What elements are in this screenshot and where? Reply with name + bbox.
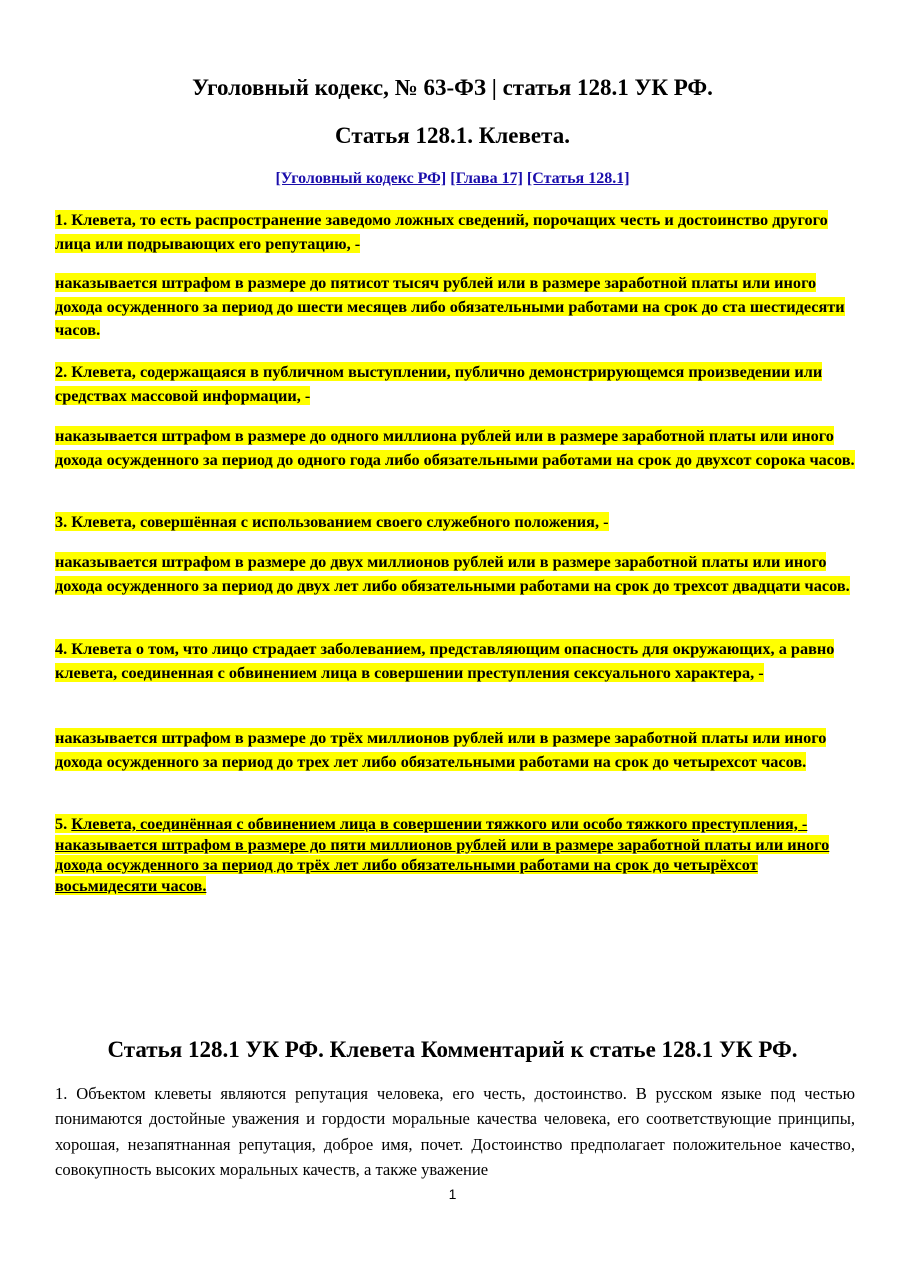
breadcrumb bbox=[0, 168, 905, 190]
article-heading: Статья 128.1. Клевета. bbox=[335, 123, 570, 148]
link-article[interactable]: [Статья 128.1] bbox=[526, 170, 630, 187]
article-part-2 bbox=[55, 360, 855, 407]
article-part-1 bbox=[55, 208, 855, 255]
article-part-5-text: Клевета, соединённая с обвинением лица в совершении тяжкого или особо тяжкого преступления, - bbox=[71, 814, 808, 833]
article-part-5-number: 5. bbox=[55, 814, 68, 833]
link-criminal-code[interactable]: [Уголовный кодекс РФ] bbox=[275, 170, 447, 187]
article-part-4-penalty bbox=[55, 726, 855, 773]
article-part-4-penalty-text: наказывается штрафом в размере до трёх миллионов рублей или в размере заработной платы или иного дохода осужденного за период до трех лет либо обязательными работами на срок до четырехсот часов. bbox=[55, 728, 827, 771]
commentary-title: Статья 128.1 УК РФ. Клевета Комментарий к статье 128.1 УК РФ. bbox=[107, 1037, 798, 1062]
commentary-text: 1. Объектом клеветы являются репутация человека, его честь, достоинство. В русском языке под честью понимаются достойные уважения и гордости моральные качества человека, его соответствующие принципы, хорошая, незапятнанная репутация, доброе имя, почет. Достоинство предполагает положительное качество, совокупность высоких моральных качеств, а также уважение bbox=[55, 1084, 855, 1179]
article-part-3 bbox=[55, 510, 855, 534]
article-part-1-text: 1. Клевета, то есть распространение заведомо ложных сведений, порочащих честь и достоинство другого лица или подрывающих его репутацию, - bbox=[55, 210, 828, 253]
article-part-3-text: 3. Клевета, совершённая с использованием своего служебного положения, - bbox=[55, 512, 609, 531]
document-title: Уголовный кодекс, № 63-ФЗ | статья 128.1 УК РФ. bbox=[192, 75, 713, 100]
page-number: 1 bbox=[448, 1186, 457, 1202]
article-part-2-text: 2. Клевета, содержащаяся в публичном выступлении, публично демонстрирующемся произведении или средствах массовой информации, - bbox=[55, 362, 823, 405]
article-part-3-penalty-text: наказывается штрафом в размере до двух миллионов рублей или в размере заработной платы или иного дохода осужденного за период до двух лет либо обязательными работами на срок до трехсот двадцати часов. bbox=[55, 552, 850, 595]
article-part-2-penalty-text: наказывается штрафом в размере до одного миллиона рублей или в размере заработной платы или иного дохода осужденного за период до одного года либо обязательными работами на срок до двухсот сорока часов. bbox=[55, 426, 855, 469]
article-part-4-text: 4. Клевета о том, что лицо страдает заболеванием, представляющим опасность для окружающих, а равно клевета, соединенная с обвинением лица в совершении преступления сексуального характера, - bbox=[55, 639, 835, 682]
article-part-1-penalty-text: наказывается штрафом в размере до пятисот тысяч рублей или в размере заработной платы или иного дохода осужденного за период до шести месяцев либо обязательными работами на срок до ста шестидесяти часов. bbox=[55, 273, 845, 339]
article-part-5 bbox=[55, 814, 855, 896]
article-part-4 bbox=[55, 637, 855, 684]
article-part-1-penalty bbox=[55, 271, 855, 342]
link-chapter[interactable]: [Глава 17] bbox=[450, 170, 523, 187]
article-part-5-penalty-text: наказывается штрафом в размере до пяти миллионов рублей или в размере заработной платы или иного дохода осужденного за период до трёх лет либо обязательными работами на срок до четырёхсот восьмидесяти часов. bbox=[55, 834, 830, 895]
article-part-3-penalty bbox=[55, 550, 855, 597]
article-part-2-penalty bbox=[55, 424, 855, 471]
